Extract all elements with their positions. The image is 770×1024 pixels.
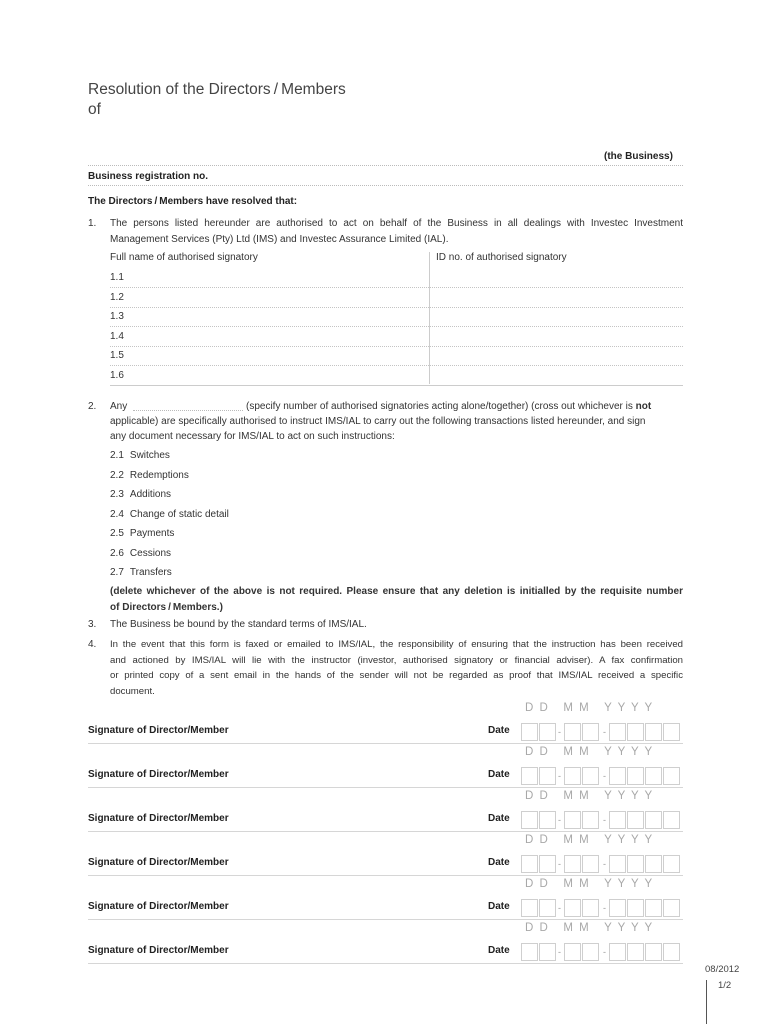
year-digit-box[interactable] bbox=[627, 855, 644, 873]
transaction-number: 2.4 bbox=[110, 508, 124, 520]
transaction-label: Transfers bbox=[129, 567, 172, 578]
month-digit-box[interactable] bbox=[564, 811, 581, 829]
day-digit-box[interactable] bbox=[539, 943, 556, 961]
date-separator: - bbox=[603, 815, 606, 825]
item-1-line-1: The persons listed hereunder are authorised to act on behalf of the Business in all dealings with Investec Investment bbox=[110, 218, 683, 229]
year-digit-box[interactable] bbox=[609, 767, 626, 785]
date-label: Date bbox=[488, 945, 510, 956]
year-digit-box[interactable] bbox=[663, 899, 680, 917]
signature-block bbox=[88, 788, 683, 832]
registration-label: Business registration no. bbox=[88, 171, 209, 182]
item-3-number: 3. bbox=[88, 619, 97, 630]
date-separator: - bbox=[558, 815, 561, 825]
day-digit-box[interactable] bbox=[521, 899, 538, 917]
signature-rule bbox=[88, 963, 683, 964]
day-digit-box[interactable] bbox=[521, 723, 538, 741]
month-digit-box[interactable] bbox=[564, 767, 581, 785]
signature-label: Signature of Director/Member bbox=[88, 725, 229, 736]
date-separator: - bbox=[603, 903, 606, 913]
table-row[interactable] bbox=[110, 367, 683, 387]
year-digit-box[interactable] bbox=[609, 899, 626, 917]
row-number: 1.3 bbox=[110, 311, 124, 322]
table-row[interactable] bbox=[110, 269, 683, 289]
transaction-label: Change of static detail bbox=[129, 508, 229, 520]
page-title bbox=[88, 80, 346, 120]
signature-field[interactable] bbox=[88, 700, 478, 744]
year-digit-box[interactable] bbox=[609, 723, 626, 741]
month-digit-box[interactable] bbox=[582, 767, 599, 785]
date-format-hint: D D M M Y Y Y Y bbox=[525, 790, 654, 802]
day-digit-box[interactable] bbox=[539, 811, 556, 829]
signature-label: Signature of Director/Member bbox=[88, 901, 229, 912]
signature-block bbox=[88, 744, 683, 788]
signature-field[interactable] bbox=[88, 788, 478, 832]
business-name-field[interactable] bbox=[88, 165, 683, 166]
date-separator: - bbox=[558, 771, 561, 781]
table-row[interactable] bbox=[110, 347, 683, 367]
signature-block bbox=[88, 832, 683, 876]
month-digit-box[interactable] bbox=[564, 899, 581, 917]
item-2-note-line-1: (delete whichever of the above is not required. Please ensure that any deletion is initialled by the requisite number bbox=[110, 586, 683, 597]
signature-field[interactable] bbox=[88, 744, 478, 788]
item-3-text: The Business be bound by the standard terms of IMS/IAL. bbox=[110, 619, 367, 630]
item-2-line-1 bbox=[246, 399, 651, 415]
signatory-table bbox=[110, 252, 683, 384]
date-label: Date bbox=[488, 769, 510, 780]
list-item bbox=[110, 507, 229, 523]
signature-label: Signature of Director/Member bbox=[88, 813, 229, 824]
month-digit-box[interactable] bbox=[582, 723, 599, 741]
year-digit-box[interactable] bbox=[645, 723, 662, 741]
item-1-line-2: Management Services (Pty) Ltd (IMS) and Investec Assurance Limited (IAL). bbox=[110, 233, 449, 245]
date-format-hint: D D M M Y Y Y Y bbox=[525, 922, 654, 934]
day-digit-box[interactable] bbox=[521, 811, 538, 829]
year-digit-box[interactable] bbox=[663, 723, 680, 741]
date-separator: - bbox=[603, 727, 606, 737]
page-number: 1/2 bbox=[718, 980, 732, 991]
year-digit-box[interactable] bbox=[663, 943, 680, 961]
item-4-line-1: In the event that this form is faxed or emailed to IMS/IAL, the responsibility of ensuring that the instruction has been received bbox=[110, 639, 683, 650]
signature-block bbox=[88, 920, 683, 964]
year-digit-box[interactable] bbox=[627, 811, 644, 829]
col-header-id: ID no. of authorised signatory bbox=[436, 252, 567, 263]
row-number: 1.1 bbox=[110, 272, 124, 283]
year-digit-box[interactable] bbox=[627, 767, 644, 785]
date-separator: - bbox=[603, 859, 606, 869]
date-separator: - bbox=[558, 903, 561, 913]
transaction-label: Switches bbox=[129, 450, 170, 461]
month-digit-box[interactable] bbox=[564, 943, 581, 961]
item-2-not: not bbox=[635, 401, 652, 412]
item-4-text bbox=[110, 637, 683, 699]
item-1-number: 1. bbox=[88, 218, 97, 229]
date-separator: - bbox=[558, 727, 561, 737]
year-digit-box[interactable] bbox=[663, 811, 680, 829]
year-digit-box[interactable] bbox=[609, 855, 626, 873]
signature-block bbox=[88, 700, 683, 744]
year-digit-box[interactable] bbox=[609, 811, 626, 829]
day-digit-box[interactable] bbox=[521, 767, 538, 785]
year-digit-box[interactable] bbox=[627, 723, 644, 741]
date-separator: - bbox=[603, 947, 606, 957]
table-row[interactable] bbox=[110, 289, 683, 309]
row-number: 1.2 bbox=[110, 291, 124, 303]
year-digit-box[interactable] bbox=[645, 943, 662, 961]
transaction-label: Additions bbox=[129, 489, 172, 500]
signature-field[interactable] bbox=[88, 876, 478, 920]
item-2-line-1-text: (specify number of authorised signatories acting alone/together) (cross out whichever is bbox=[246, 401, 633, 412]
item-4-line-3: or printed copy of a sent email in the hands of the sender will not be regarded as proof that IMS/IAL received a specific bbox=[110, 670, 683, 681]
footer-divider bbox=[706, 980, 707, 1024]
item-4-line-4: document. bbox=[110, 685, 155, 697]
date-format-hint: D D M M Y Y Y Y bbox=[525, 878, 654, 890]
registration-field[interactable] bbox=[88, 185, 683, 186]
day-digit-box[interactable] bbox=[539, 855, 556, 873]
item-2-line-3: any document necessary for IMS/IAL to act on such instructions: bbox=[110, 431, 395, 442]
transaction-number: 2.2 bbox=[110, 469, 124, 481]
col-header-name: Full name of authorised signatory bbox=[110, 252, 258, 263]
date-format-hint: D D M M Y Y Y Y bbox=[525, 702, 654, 714]
transaction-label: Payments bbox=[129, 528, 175, 539]
date-separator: - bbox=[603, 771, 606, 781]
year-digit-box[interactable] bbox=[645, 899, 662, 917]
date-label: Date bbox=[488, 813, 510, 824]
day-digit-box[interactable] bbox=[521, 855, 538, 873]
item-2-note-line-2: of Directors / Members.) bbox=[110, 601, 223, 613]
year-digit-box[interactable] bbox=[663, 767, 680, 785]
row-rule bbox=[110, 385, 683, 386]
date-separator: - bbox=[558, 947, 561, 957]
title-line-1: Resolution of the Directors / Members bbox=[88, 81, 346, 98]
item-2-any: Any bbox=[110, 401, 128, 412]
item-1-text bbox=[110, 216, 683, 247]
item-4-number: 4. bbox=[88, 639, 97, 650]
date-label: Date bbox=[488, 857, 510, 868]
year-digit-box[interactable] bbox=[663, 855, 680, 873]
year-digit-box[interactable] bbox=[645, 855, 662, 873]
signature-block bbox=[88, 876, 683, 920]
list-item bbox=[110, 565, 172, 581]
signature-field[interactable] bbox=[88, 832, 478, 876]
month-digit-box[interactable] bbox=[582, 899, 599, 917]
day-digit-box[interactable] bbox=[539, 899, 556, 917]
item-4-line-2: and actioned by IMS/IAL will lie with the instructor (investor, authorised signatory or financial adviser). A fax confirmation bbox=[110, 654, 683, 666]
signature-label: Signature of Director/Member bbox=[88, 769, 229, 780]
month-digit-box[interactable] bbox=[564, 723, 581, 741]
resolved-heading: The Directors / Members have resolved that: bbox=[88, 196, 298, 207]
signature-label: Signature of Director/Member bbox=[88, 945, 229, 956]
row-number: 1.6 bbox=[110, 369, 124, 381]
list-item bbox=[110, 468, 189, 484]
year-digit-box[interactable] bbox=[627, 943, 644, 961]
transaction-number: 2.1 bbox=[110, 450, 124, 461]
year-digit-box[interactable] bbox=[627, 899, 644, 917]
date-format-hint: D D M M Y Y Y Y bbox=[525, 746, 654, 758]
item-2-number: 2. bbox=[88, 401, 97, 412]
month-digit-box[interactable] bbox=[582, 855, 599, 873]
transaction-number: 2.3 bbox=[110, 489, 124, 500]
day-digit-box[interactable] bbox=[539, 767, 556, 785]
list-item bbox=[110, 546, 171, 562]
date-label: Date bbox=[488, 901, 510, 912]
month-digit-box[interactable] bbox=[582, 811, 599, 829]
row-number: 1.5 bbox=[110, 350, 124, 361]
list-item bbox=[110, 487, 171, 503]
transaction-number: 2.7 bbox=[110, 567, 124, 578]
month-digit-box[interactable] bbox=[564, 855, 581, 873]
day-digit-box[interactable] bbox=[521, 943, 538, 961]
transaction-label: Cessions bbox=[129, 547, 172, 559]
signature-label: Signature of Director/Member bbox=[88, 857, 229, 868]
version-date: 08/2012 bbox=[705, 964, 740, 975]
month-digit-box[interactable] bbox=[582, 943, 599, 961]
date-format-hint: D D M M Y Y Y Y bbox=[525, 834, 654, 846]
date-separator: - bbox=[558, 859, 561, 869]
item-2-line-2: applicable) are specifically authorised to instruct IMS/IAL to carry out the following transactions listed hereunder, and sign bbox=[110, 416, 646, 427]
signatory-count-field[interactable] bbox=[133, 410, 243, 411]
transaction-number: 2.6 bbox=[110, 547, 124, 559]
item-2-note bbox=[110, 584, 683, 615]
table-row[interactable] bbox=[110, 308, 683, 328]
date-label: Date bbox=[488, 725, 510, 736]
row-number: 1.4 bbox=[110, 330, 124, 342]
year-digit-box[interactable] bbox=[645, 811, 662, 829]
list-item bbox=[110, 448, 170, 464]
title-line-2: of bbox=[88, 101, 101, 118]
year-digit-box[interactable] bbox=[645, 767, 662, 785]
transaction-label: Redemptions bbox=[129, 469, 189, 481]
signature-field[interactable] bbox=[88, 920, 478, 964]
business-suffix: (the Business) bbox=[604, 151, 673, 162]
year-digit-box[interactable] bbox=[609, 943, 626, 961]
day-digit-box[interactable] bbox=[539, 723, 556, 741]
list-item bbox=[110, 526, 174, 542]
transaction-number: 2.5 bbox=[110, 528, 124, 539]
table-row[interactable] bbox=[110, 328, 683, 348]
